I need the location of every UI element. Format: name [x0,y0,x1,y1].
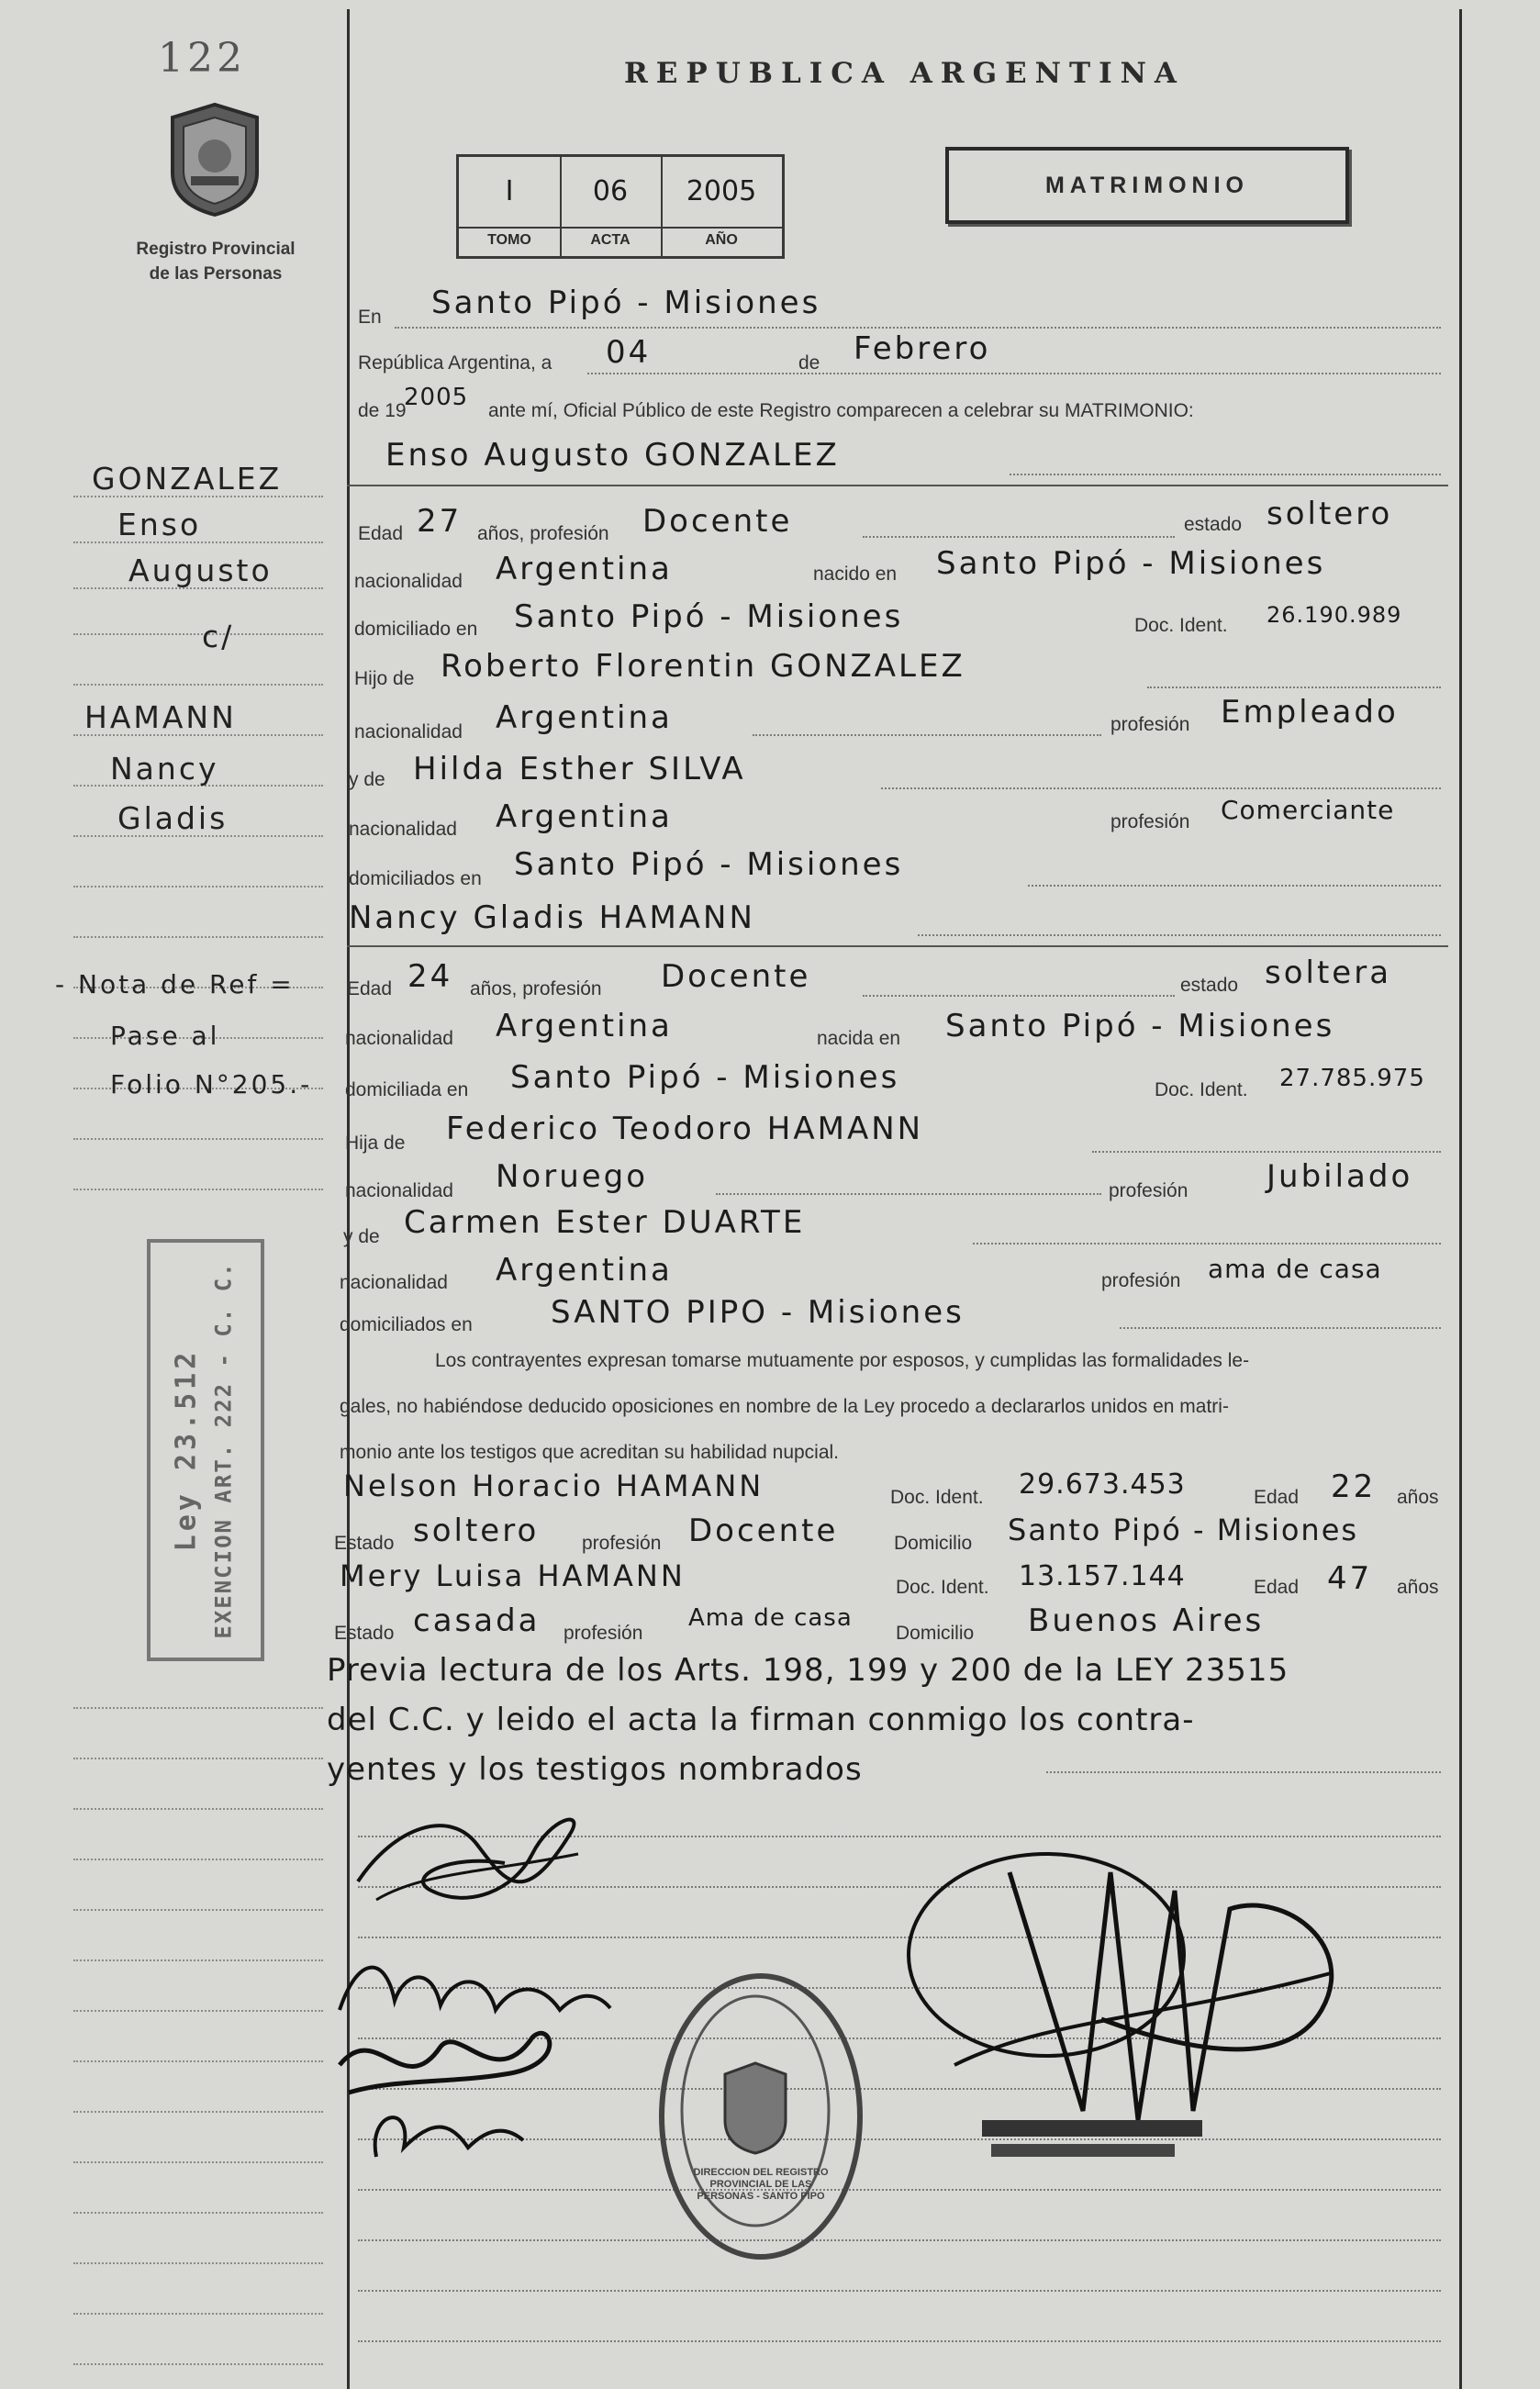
margin-note-surname-groom: GONZALEZ [92,461,283,497]
bride-domiciliados-label: domiciliados en [340,1314,473,1335]
margin-rule [73,1909,323,1911]
witness2-doc-label: Doc. Ident. [896,1577,989,1598]
margin-rule [73,1859,323,1860]
dotted-line [918,934,1441,936]
witness2-profesion: Ama de casa [688,1604,853,1632]
declaration-paragraph [340,1338,1441,1476]
groom-domicilio: Santo Pipó - Misiones [514,598,904,635]
witness2-anos-label: años [1397,1577,1439,1598]
groom-domiciliados-label: domiciliados en [349,868,482,889]
margin-ref-note-title: - Nota de Ref = [55,969,295,999]
registry-number-box [456,154,785,259]
record-type-label: MATRIMONIO [1044,172,1249,198]
bride-madre-profesion: ama de casa [1208,1254,1382,1284]
witness2-estado: casada [413,1602,541,1639]
closing-line1: Previa lectura de los Arts. 198, 199 y 200 de la LEY 23515 [327,1652,1289,1689]
anio-cell [661,157,782,256]
registry-line2: de las Personas [149,264,283,284]
bride-padre: Federico Teodoro HAMANN [446,1111,924,1147]
margin-rule [73,1189,323,1190]
witness1-doc: 29.673.453 [1019,1468,1186,1501]
tomo-label: TOMO [459,227,560,249]
dotted-line [1092,1151,1441,1153]
closing-line3: yentes y los testigos nombrados [327,1751,863,1788]
republica-label: República Argentina, a [358,352,552,374]
margin-rule [73,684,323,686]
folio-number: 122 [158,35,246,82]
mes-value: Febrero [854,330,991,367]
groom-madre-nacionalidad-label: nacionalidad [349,819,457,840]
anio-label: AÑO [661,227,782,249]
margin-rule [73,1758,323,1759]
bride-nacida-label: nacida en [817,1028,901,1049]
groom-madre-profesion-label: profesión [1110,811,1190,832]
witness1-estado: soltero [413,1513,540,1549]
margin-note-name1: Enso [117,507,202,542]
signature-rule [358,2340,1441,2342]
witness1-estado-label: Estado [334,1533,395,1554]
groom-estado: soltero [1267,496,1393,532]
groom-nacido-en: Santo Pipó - Misiones [936,545,1326,582]
dotted-line [881,787,1441,789]
bride-y-de-label: y de [343,1226,380,1247]
dotted-line [1147,687,1441,688]
signature-rule [358,2239,1441,2241]
dia-value: 04 [606,334,652,371]
groom-doc: 26.190.989 [1267,602,1402,628]
groom-nacionalidad: Argentina [496,551,673,587]
bride-madre-nacionalidad-label: nacionalidad [340,1272,448,1293]
record-type-box [945,147,1349,224]
anio-value: 2005 [686,175,757,207]
tax-exemption-stamp [147,1239,264,1661]
bride-domicilio: Santo Pipó - Misiones [510,1059,900,1096]
groom-signature [340,1799,615,1927]
body-rule [347,945,1448,947]
margin-note-connector: c/ [202,619,235,654]
groom-doc-label: Doc. Ident. [1134,615,1228,636]
witness2-domicilio: Buenos Aires [1028,1602,1265,1639]
margin-note-name4: Gladis [117,800,229,836]
bride-nacionalidad-label: nacionalidad [345,1028,453,1049]
body-rule [347,485,1448,486]
dotted-line [716,1193,1101,1195]
bride-edad-label: Edad [347,978,393,999]
bride-padre-profesion: Jubilado [1267,1158,1413,1195]
margin-rule [73,2010,323,2012]
official-seal [659,1973,863,2260]
stamp-line1: Ley 23.512 [171,1348,204,1552]
groom-padre-nacionalidad-label: nacionalidad [354,721,463,742]
groom-padre-nacionalidad: Argentina [496,699,673,736]
signature-rule [358,2290,1441,2292]
registry-line1: Registro Provincial [136,240,296,259]
margin-rule [73,1808,323,1810]
margin-rule [73,2363,323,2365]
groom-hijo-label: Hijo de [354,668,415,689]
margin-ref-note-line3: Folio N°205.- [110,1069,313,1100]
witness1-profesion-label: profesión [582,1533,662,1554]
margin-note-surname-bride: HAMANN [84,699,237,735]
bride-madre: Carmen Ester DUARTE [404,1204,806,1241]
seal-graphic [659,1973,852,2249]
bride-profesion: Docente [661,958,811,995]
groom-estado-label: estado [1184,514,1243,535]
margin-note-name3: Nancy [110,751,219,787]
registry-name [119,237,312,286]
bride-nacida-en: Santo Pipó - Misiones [945,1008,1335,1044]
groom-madre-nacionalidad: Argentina [496,798,673,835]
dotted-line [973,1243,1441,1245]
groom-padres-domicilio: Santo Pipó - Misiones [514,846,904,883]
margin-rule [73,2212,323,2214]
margin-rule [73,1959,323,1961]
margin-rule [73,1707,323,1709]
groom-madre: Hilda Esther SILVA [413,751,746,787]
witness1-domicilio-label: Domicilio [894,1533,973,1554]
groom-madre-profesion: Comerciante [1221,795,1395,825]
stamp-line2: EXENCION ART. 222 - C. C. [211,1261,238,1639]
bride-padre-nacionalidad-label: nacionalidad [345,1180,453,1201]
margin-rule [73,2111,323,2113]
witness1-name: Nelson Horacio HAMANN [343,1468,764,1503]
witness2-name: Mery Luisa HAMANN [340,1558,686,1593]
bride-domiciliada-label: domiciliada en [345,1079,469,1100]
groom-profesion: Docente [642,503,793,540]
margin-rule [73,2060,323,2062]
margin-rule [73,936,323,938]
dotted-line [753,734,1101,736]
bride-padre-nacionalidad: Noruego [496,1158,649,1195]
groom-nacionalidad-label: nacionalidad [354,571,463,592]
witness2-signature [358,2083,541,2175]
tomo-value: I [505,175,514,207]
bride-madre-profesion-label: profesión [1101,1270,1181,1291]
acta-cell [560,157,663,256]
seal-text: DIRECCION DEL REGISTRO PROVINCIAL DE LAS PERSONAS - SANTO PIPO [693,2167,829,2202]
provincial-shield-emblem [163,101,266,218]
groom-nacido-label: nacido en [813,564,898,585]
groom-padre-profesion: Empleado [1221,694,1399,731]
groom-edad: 27 [417,503,463,540]
witness2-edad-label: Edad [1254,1577,1300,1598]
declaration-line2: gales, no habiéndose deducido oposiciones en nombre de la Ley procedo a declararlos unidos en matri- [340,1396,1229,1417]
witness1-edad: 22 [1331,1468,1377,1505]
witness2-profesion-label: profesión [564,1623,643,1644]
groom-anos-profesion-label: años, profesión [477,523,609,544]
bride-estado: soltera [1265,954,1392,991]
dotted-line [863,995,1175,997]
groom-padre: Roberto Florentin GONZALEZ [441,648,965,685]
bride-nacionalidad: Argentina [496,1008,673,1044]
bride-anos-profesion-label: años, profesión [470,978,602,999]
margin-ref-note-line2: Pase al [110,1021,220,1051]
acta-label: ACTA [560,227,661,249]
witness2-estado-label: Estado [334,1623,395,1644]
margin-rule [73,2313,323,2315]
right-border-line [1459,9,1462,2389]
dotted-line [863,536,1175,538]
bride-doc-label: Doc. Ident. [1155,1079,1248,1100]
closing-line2: del C.C. y leido el acta la firman conmigo los contra- [327,1702,1195,1738]
declaration-line1: Los contrayentes expresan tomarse mutuamente por esposos, y cumplidas las formalidades le- [435,1350,1250,1371]
witness2-doc: 13.157.144 [1019,1560,1186,1592]
witness2-edad: 47 [1327,1560,1373,1597]
witness1-profesion: Docente [688,1513,839,1549]
bride-name: Nancy Gladis HAMANN [349,899,755,936]
groom-padre-profesion-label: profesión [1110,714,1190,735]
signature-rule [358,2189,1441,2191]
margin-rule [73,1138,323,1140]
de-label: de [798,352,820,374]
country-heading: REPUBLICA ARGENTINA [624,57,1185,90]
dotted-line [1120,1327,1441,1329]
groom-domiciliado-label: domiciliado en [354,619,478,640]
witness2-domicilio-label: Domicilio [896,1623,975,1644]
anio-value: 2005 [404,384,469,411]
bride-padres-domicilio: SANTO PIPO - Misiones [551,1294,965,1331]
witness1-anos-label: años [1397,1487,1439,1508]
witness1-domicilio: Santo Pipó - Misiones [1008,1513,1359,1547]
bride-madre-nacionalidad: Argentina [496,1252,673,1289]
groom-name: Enso Augusto GONZALEZ [385,437,840,474]
groom-y-de-label: y de [349,769,385,790]
comparecen-text: ante mí, Oficial Público de este Registro comparecen a celebrar su MATRIMONIO: [488,400,1194,421]
bride-estado-label: estado [1180,975,1239,996]
dotted-line [1046,1771,1441,1773]
year-prefix-label: de 19 [358,400,407,421]
dotted-line [1028,885,1441,887]
margin-rule [73,2262,323,2264]
dotted-line [395,327,1441,329]
tomo-cell [459,157,562,256]
acta-value: 06 [592,175,629,207]
dotted-line [587,373,1441,374]
groom-edad-label: Edad [358,523,404,544]
dotted-line [1010,474,1441,475]
margin-rule [73,886,323,888]
witness1-doc-label: Doc. Ident. [890,1487,984,1508]
margin-rule [73,2161,323,2163]
bride-hija-label: Hija de [345,1133,406,1154]
en-label: En [358,307,382,328]
margin-note-name2: Augusto [128,553,273,588]
declaration-line3: monio ante los testigos que acreditan su habilidad nupcial. [340,1442,840,1463]
bride-doc: 27.785.975 [1279,1065,1425,1092]
lugar-value: Santo Pipó - Misiones [431,285,821,321]
margin-rule [73,633,323,635]
witness1-edad-label: Edad [1254,1487,1300,1508]
bride-edad: 24 [407,958,453,995]
bride-padre-profesion-label: profesión [1109,1180,1188,1201]
officer-signature [899,1836,1377,2166]
